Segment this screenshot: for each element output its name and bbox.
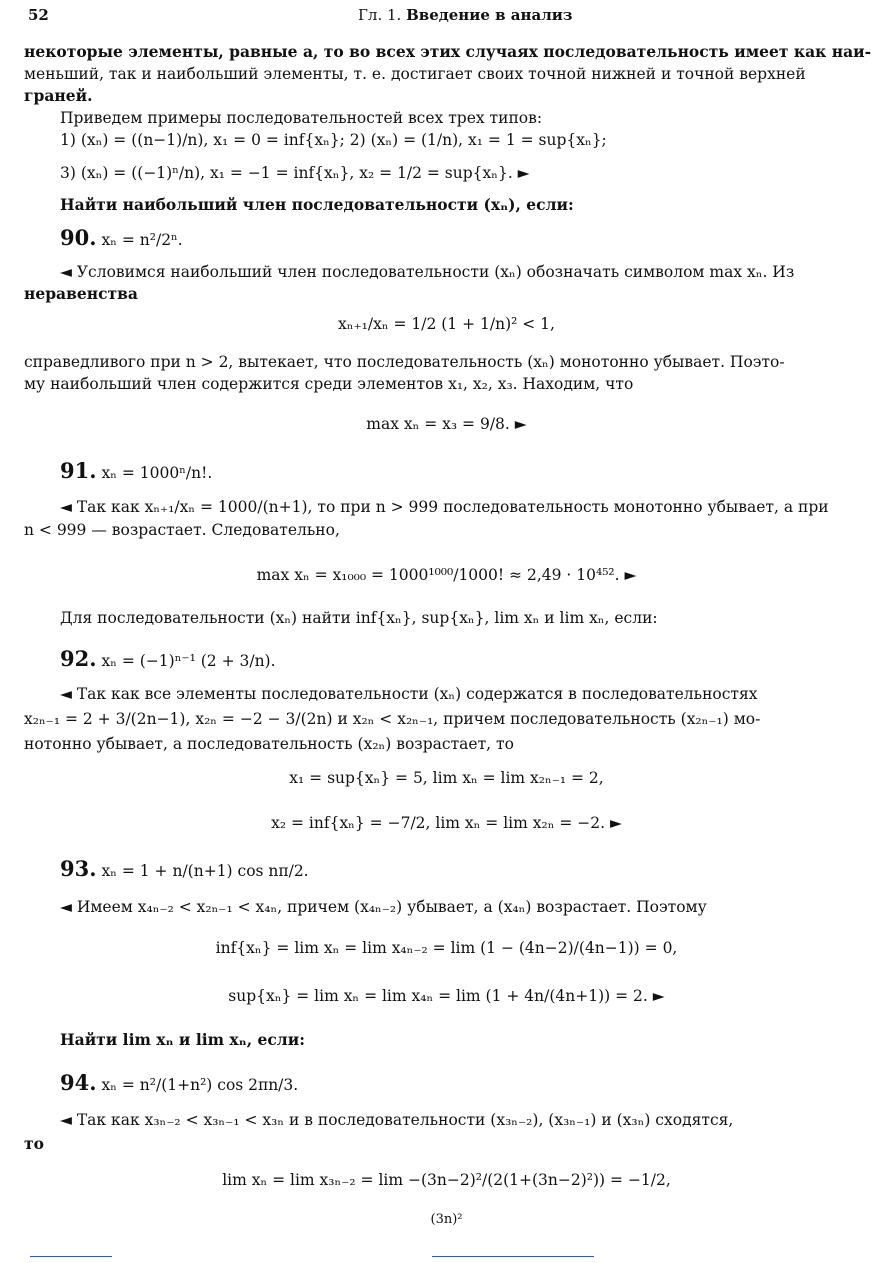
problem-number: 91. (60, 458, 97, 483)
task-heading: Для последовательности (xₙ) найти inf{xₙ}, sup{xₙ}, lim xₙ и lim xₙ, если: (60, 609, 658, 627)
solution-line: ◄ Так как все элементы последовательности (xₙ) содержатся в последовательностях (60, 685, 758, 703)
problem-expression: xₙ = n²/2ⁿ. (101, 231, 183, 249)
problem-94 (60, 1070, 865, 1098)
solution-line: x₂ₙ₋₁ = 2 + 3/(2n−1), x₂ₙ = −2 − 3/(2n) и x₂ₙ < x₂ₙ₋₁, причем последовательность (x₂ₙ₋₁) мо- (24, 710, 761, 728)
solution-line: справедливого при n > 2, вытекает, что последовательность (xₙ) монотонно убывает. Поэто- (24, 353, 785, 371)
paragraph-line: граней. (24, 86, 93, 105)
chapter-title: Введение в анализ (406, 6, 573, 24)
solution-line: то (24, 1134, 44, 1153)
display-formula-fragment: (3n)² (430, 1212, 463, 1227)
solution-line: неравенства (24, 284, 138, 303)
chapter-number: Гл. 1. (358, 6, 402, 24)
problem-expression: xₙ = 1 + n/(n+1) cos nπ/2. (101, 862, 309, 880)
example-formula: 1) (xₙ) = ((n−1)/n), x₁ = 0 = inf{xₙ}; 2) (xₙ) = (1/n), x₁ = 1 = sup{xₙ}; (60, 131, 607, 149)
problem-91 (60, 458, 865, 486)
task-heading: Найти наибольший член последовательности (xₙ), если: (60, 195, 574, 214)
solution-line: ◄ Так как xₙ₊₁/xₙ = 1000/(n+1), то при n > 999 последовательность монотонно убывает, а при (60, 498, 829, 516)
problem-93 (60, 856, 865, 884)
display-formula: x₂ = inf{xₙ} = −7/2, lim xₙ = lim x₂ₙ = −2. ► (271, 814, 622, 832)
running-title (358, 6, 573, 24)
solution-line: ◄ Условимся наибольший член последовательности (xₙ) обозначать символом max xₙ. Из (60, 263, 795, 281)
problem-number: 90. (60, 225, 97, 250)
display-formula: max xₙ = x₃ = 9/8. ► (366, 415, 527, 433)
problem-number: 92. (60, 646, 97, 671)
task-heading: Найти lim xₙ и lim xₙ, если: (60, 1030, 305, 1049)
example-formula: 3) (xₙ) = ((−1)ⁿ/n), x₁ = −1 = inf{xₙ}, x₂ = 1/2 = sup{xₙ}. ► (60, 164, 530, 182)
problem-expression: xₙ = (−1)ⁿ⁻¹ (2 + 3/n). (101, 652, 276, 670)
problem-90 (60, 225, 865, 253)
problem-number: 93. (60, 856, 97, 881)
display-formula: inf{xₙ} = lim xₙ = lim x₄ₙ₋₂ = lim (1 − (4n−2)/(4n−1)) = 0, (215, 939, 678, 957)
solution-line: n < 999 — возрастает. Следовательно, (24, 521, 340, 539)
display-formula: max xₙ = x₁₀₀₀ = 1000¹⁰⁰⁰/1000! ≈ 2,49 · 10⁴⁵². ► (256, 566, 637, 584)
problem-92 (60, 646, 865, 674)
solution-line: нотонно убывает, а последовательность (x₂ₙ) возрастает, то (24, 735, 514, 753)
problem-expression: xₙ = n²/(1+n²) cos 2πn/3. (101, 1076, 299, 1094)
problem-expression: xₙ = 1000ⁿ/n!. (101, 464, 213, 482)
page-number: 52 (28, 6, 49, 24)
page-header (28, 6, 865, 28)
problem-number: 94. (60, 1070, 97, 1095)
paragraph-line: Приведем примеры последовательностей всех трех типов: (60, 109, 543, 127)
paragraph-line: некоторые элементы, равные a, то во всех этих случаях последовательность имеет как наи- (24, 42, 872, 61)
paragraph-line: меньший, так и наибольший элементы, т. е. достигает своих точной нижней и точной верхней (24, 65, 806, 83)
display-formula: xₙ₊₁/xₙ = 1/2 (1 + 1/n)² < 1, (338, 315, 555, 333)
footer-underline (432, 1254, 594, 1257)
solution-line: ◄ Так как x₃ₙ₋₂ < x₃ₙ₋₁ < x₃ₙ и в последовательности (x₃ₙ₋₂), (x₃ₙ₋₁) и (x₃ₙ) сходятся, (60, 1111, 734, 1129)
solution-line: ◄ Имеем x₄ₙ₋₂ < x₂ₙ₋₁ < x₄ₙ, причем (x₄ₙ₋₂) убывает, а (x₄ₙ) возрастает. Поэтому (60, 898, 707, 916)
display-formula: lim xₙ = lim x₃ₙ₋₂ = lim −(3n−2)²/(2(1+(3n−2)²)) = −1/2, (222, 1171, 671, 1189)
footer-underline (30, 1254, 112, 1257)
display-formula: sup{xₙ} = lim xₙ = lim x₄ₙ = lim (1 + 4n/(4n+1)) = 2. ► (228, 987, 665, 1005)
display-formula: x₁ = sup{xₙ} = 5, lim xₙ = lim x₂ₙ₋₁ = 2, (289, 769, 604, 787)
solution-line: му наибольший член содержится среди элементов x₁, x₂, x₃. Находим, что (24, 375, 634, 393)
